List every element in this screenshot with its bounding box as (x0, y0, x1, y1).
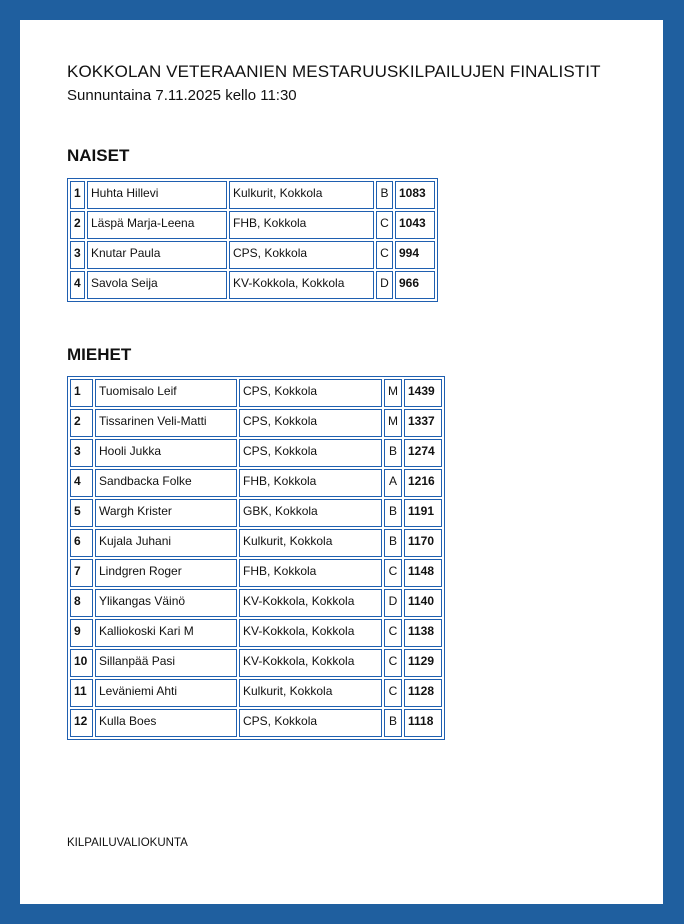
rank-cell: 2 (70, 409, 93, 437)
name-cell: Knutar Paula (87, 241, 227, 269)
score-cell: 1439 (404, 379, 442, 407)
class-cell: B (384, 499, 402, 527)
class-cell: C (376, 211, 393, 239)
club-cell: FHB, Kokkola (239, 469, 382, 497)
rank-cell: 9 (70, 619, 93, 647)
score-cell: 1043 (395, 211, 435, 239)
rank-cell: 2 (70, 211, 85, 239)
men-results-table (67, 376, 445, 740)
name-cell: Ylikangas Väinö (95, 589, 237, 617)
rank-cell: 3 (70, 439, 93, 467)
club-cell: FHB, Kokkola (229, 211, 374, 239)
club-cell: CPS, Kokkola (229, 241, 374, 269)
name-cell: Tuomisalo Leif (95, 379, 237, 407)
score-cell: 1140 (404, 589, 442, 617)
score-cell: 1128 (404, 679, 442, 707)
club-cell: CPS, Kokkola (239, 439, 382, 467)
table-row (70, 529, 442, 557)
rank-cell: 1 (70, 379, 93, 407)
footer-signature: KILPAILUVALIOKUNTA (67, 837, 188, 849)
name-cell: Sandbacka Folke (95, 469, 237, 497)
name-cell: Läspä Marja-Leena (87, 211, 227, 239)
class-cell: C (384, 649, 402, 677)
name-cell: Leväniemi Ahti (95, 679, 237, 707)
rank-cell: 5 (70, 499, 93, 527)
table-row (70, 379, 442, 407)
score-cell: 1216 (404, 469, 442, 497)
document-title: KOKKOLAN VETERAANIEN MESTARUUSKILPAILUJEN FINALISTIT (67, 62, 601, 81)
class-cell: D (376, 271, 393, 299)
rank-cell: 10 (70, 649, 93, 677)
class-cell: C (384, 679, 402, 707)
score-cell: 1138 (404, 619, 442, 647)
name-cell: Hooli Jukka (95, 439, 237, 467)
table-row (70, 559, 442, 587)
club-cell: KV-Kokkola, Kokkola (239, 649, 382, 677)
class-cell: C (376, 241, 393, 269)
club-cell: Kulkurit, Kokkola (239, 529, 382, 557)
table-row (70, 271, 435, 299)
rank-cell: 11 (70, 679, 93, 707)
class-cell: A (384, 469, 402, 497)
rank-cell: 4 (70, 271, 85, 299)
club-cell: Kulkurit, Kokkola (229, 181, 374, 209)
table-row (70, 181, 435, 209)
table-row (70, 589, 442, 617)
class-cell: D (384, 589, 402, 617)
club-cell: KV-Kokkola, Kokkola (239, 619, 382, 647)
club-cell: CPS, Kokkola (239, 709, 382, 737)
club-cell: FHB, Kokkola (239, 559, 382, 587)
table-row (70, 409, 442, 437)
name-cell: Huhta Hillevi (87, 181, 227, 209)
name-cell: Wargh Krister (95, 499, 237, 527)
table-row (70, 709, 442, 737)
score-cell: 994 (395, 241, 435, 269)
table-row (70, 439, 442, 467)
class-cell: C (384, 559, 402, 587)
score-cell: 1191 (404, 499, 442, 527)
name-cell: Kalliokoski Kari M (95, 619, 237, 647)
name-cell: Sillanpää Pasi (95, 649, 237, 677)
table-row (70, 499, 442, 527)
rank-cell: 1 (70, 181, 85, 209)
table-row (70, 241, 435, 269)
table-row (70, 619, 442, 647)
class-cell: B (384, 439, 402, 467)
document-page (20, 20, 663, 904)
score-cell: 1118 (404, 709, 442, 737)
document-subtitle: Sunnuntaina 7.11.2025 kello 11:30 (67, 87, 297, 104)
class-cell: B (384, 529, 402, 557)
rank-cell: 7 (70, 559, 93, 587)
class-cell: M (384, 379, 402, 407)
club-cell: KV-Kokkola, Kokkola (239, 589, 382, 617)
class-cell: B (384, 709, 402, 737)
score-cell: 1129 (404, 649, 442, 677)
rank-cell: 8 (70, 589, 93, 617)
score-cell: 1170 (404, 529, 442, 557)
table-row (70, 679, 442, 707)
score-cell: 1148 (404, 559, 442, 587)
women-results-table (67, 178, 438, 302)
rank-cell: 12 (70, 709, 93, 737)
name-cell: Lindgren Roger (95, 559, 237, 587)
score-cell: 1083 (395, 181, 435, 209)
club-cell: CPS, Kokkola (239, 379, 382, 407)
table-row (70, 469, 442, 497)
score-cell: 1337 (404, 409, 442, 437)
club-cell: GBK, Kokkola (239, 499, 382, 527)
club-cell: CPS, Kokkola (239, 409, 382, 437)
club-cell: KV-Kokkola, Kokkola (229, 271, 374, 299)
name-cell: Savola Seija (87, 271, 227, 299)
name-cell: Kulla Boes (95, 709, 237, 737)
men-heading: MIEHET (67, 345, 132, 364)
rank-cell: 3 (70, 241, 85, 269)
score-cell: 966 (395, 271, 435, 299)
class-cell: B (376, 181, 393, 209)
name-cell: Tissarinen Veli-Matti (95, 409, 237, 437)
score-cell: 1274 (404, 439, 442, 467)
rank-cell: 6 (70, 529, 93, 557)
rank-cell: 4 (70, 469, 93, 497)
name-cell: Kujala Juhani (95, 529, 237, 557)
women-heading: NAISET (67, 146, 130, 165)
table-row (70, 211, 435, 239)
table-row (70, 649, 442, 677)
class-cell: M (384, 409, 402, 437)
class-cell: C (384, 619, 402, 647)
club-cell: Kulkurit, Kokkola (239, 679, 382, 707)
